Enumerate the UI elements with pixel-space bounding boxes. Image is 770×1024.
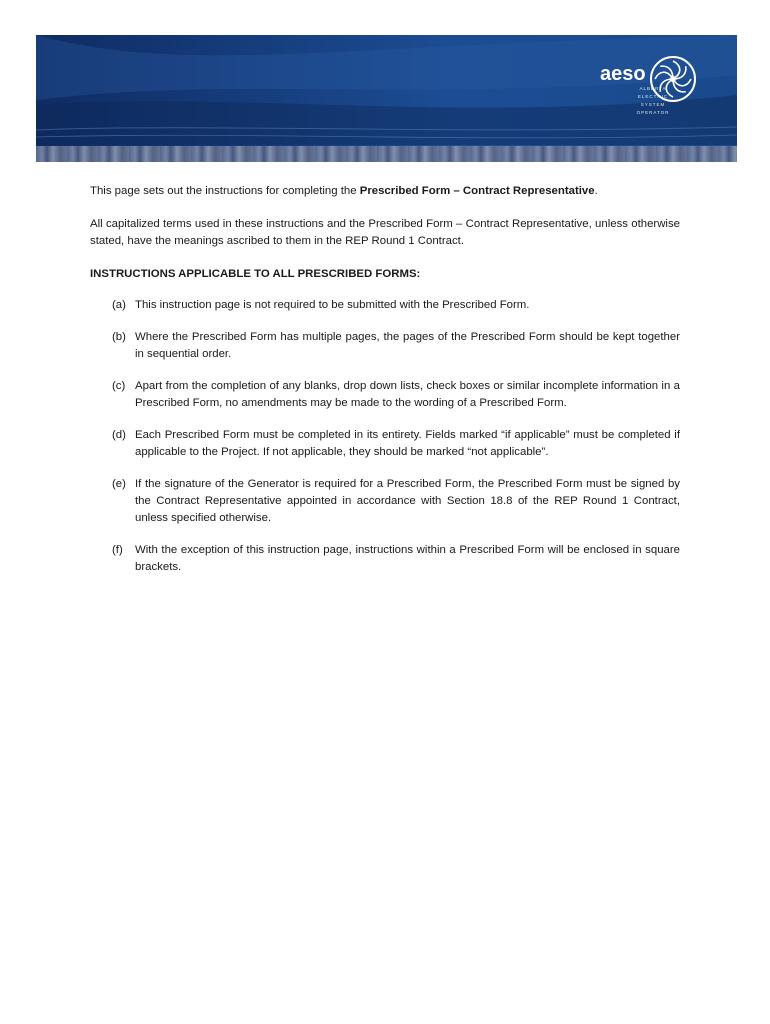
logo-tagline-line: ELECTRIC [637,94,669,99]
section-heading: INSTRUCTIONS APPLICABLE TO ALL PRESCRIBED FORMS: [90,268,421,280]
instruction-item-f [90,542,680,576]
instructions-document [90,183,680,591]
logo-tagline-line: SYSTEM [640,102,666,107]
instruction-text: This instruction page is not required to be submitted with the Prescribed Form. [135,299,530,311]
instruction-text: Apart from the completion of any blanks, drop down lists, check boxes or similar incomplete information in a Prescribed Form, no amendments may be made to the wording of a Prescribed Form. [135,380,680,409]
instruction-item-c [90,378,680,412]
header-banner [36,35,737,162]
instruction-item-b [90,329,680,363]
instruction-marker: (f) [112,544,123,556]
aeso-logo [596,55,726,135]
instruction-text: Where the Prescribed Form has multiple pages, the pages of the Prescribed Form should be kept together in sequential order. [135,331,680,360]
intro-suffix: . [594,185,598,197]
instruction-marker: (d) [112,429,126,441]
logo-tagline-line: OPERATOR [636,110,670,115]
intro-prefix: This page sets out the instructions for completing the [90,185,360,197]
form-name: Prescribed Form – Contract Representative [359,185,595,197]
instruction-item-a [90,297,680,314]
instruction-marker: (b) [112,331,126,343]
instruction-marker: (e) [112,478,126,490]
banner-photo-strip [36,146,737,162]
instruction-text: With the exception of this instruction page, instructions within a Prescribed Form will be enclosed in square brackets. [135,544,680,573]
intro-paragraph [90,183,680,200]
instruction-text: Each Prescribed Form must be completed in its entirety. Fields marked “if applicable” must be completed if applicable to the Project. If not applicable, they should be marked “not applicable”. [135,429,680,458]
instruction-marker: (c) [112,380,126,392]
definitions-paragraph: All capitalized terms used in these instructions and the Prescribed Form – Contract Representative, unless otherwise stated, have the meanings ascribed to them in the REP Round 1 Contract. [90,218,680,247]
instruction-item-e [90,476,680,527]
instruction-text: If the signature of the Generator is required for a Prescribed Form, the Prescribed Form must be signed by the Contract Representative appointed in accordance with Section 18.8 of the REP Round 1 Contract, unless specified otherwise. [135,478,680,524]
swirl-icon [649,55,697,103]
instruction-item-d [90,427,680,461]
logo-wordmark: aeso [600,63,646,85]
instruction-marker: (a) [112,299,126,311]
logo-tagline-line: ALBERTA [639,86,667,91]
